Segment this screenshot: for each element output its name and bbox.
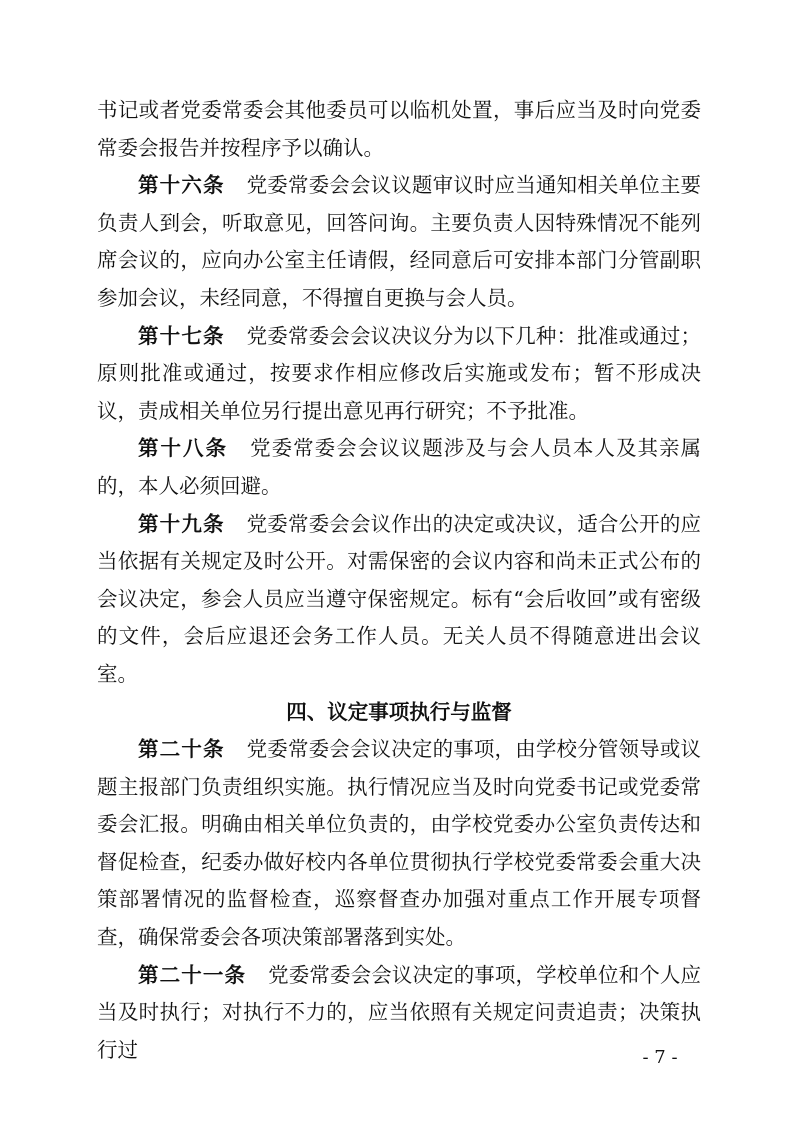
section-heading: 四、议定事项执行与监督 <box>286 699 512 724</box>
article-16 <box>97 167 701 317</box>
article-label: 第十八条 <box>138 436 229 461</box>
article-text: 党委常委会会议决议分为以下几种：批准或通过；原则批准或通过，按要求作相应修改后实施或发布；暂不形成决议，责成相关单位另行提出意见再行研究；不予批准。 <box>97 323 701 423</box>
article-19 <box>97 506 701 694</box>
article-text: 党委常委会会议作出的决定或决议，适合公开的应当依据有关规定及时公开。对需保密的会议内容和尚未正式公布的会议决定，参会人员应当遵守保密规定。标有“会后收回”或有密级的文件，会后应退还会务工作人员。无关人员不得随意进出会议室。 <box>97 511 701 686</box>
article-label: 第十九条 <box>138 511 225 536</box>
article-text: 党委常委会会议议题审议时应当通知相关单位主要负责人到会，听取意见，回答问询。主要负责人因特殊情况不能列席会议的，应向办公室主任请假，经同意后可安排本部门分管副职参加会议，未经同意，不得擅自更换与会人员。 <box>97 173 701 310</box>
article-label: 第二十条 <box>138 737 225 762</box>
paragraph-text: 书记或者党委常委会其他委员可以临机处置，事后应当及时向党委常委会报告并按程序予以确认。 <box>97 98 701 160</box>
article-label: 第十六条 <box>138 173 225 198</box>
paragraph-continuation <box>97 92 701 167</box>
article-20 <box>97 731 701 957</box>
document-body <box>97 92 701 1069</box>
article-label: 第二十一条 <box>138 962 247 987</box>
page-number: - 7 - <box>642 1047 678 1068</box>
article-text: 党委常委会会议议题涉及与会人员本人及其亲属的，本人必须回避。 <box>97 436 702 498</box>
article-18 <box>97 430 701 505</box>
article-text: 党委常委会会议决定的事项，由学校分管领导或议题主报部门负责组织实施。执行情况应当及时向党委书记或党委常委会汇报。明确由相关单位负责的，由学校党委办公室负责传达和督促检查，纪委办做好校内各单位贯彻执行学校党委常委会重大决策部署情况的监督检查，巡察督查办加强对重点工作开展专项督查，确保常委会各项决策部署落到实处。 <box>97 737 701 950</box>
article-17 <box>97 318 701 431</box>
article-text: 党委常委会会议决定的事项，学校单位和个人应当及时执行；对执行不力的，应当依照有关规定问责追责；决策执行过 <box>97 962 702 1062</box>
article-label: 第十七条 <box>138 323 225 348</box>
